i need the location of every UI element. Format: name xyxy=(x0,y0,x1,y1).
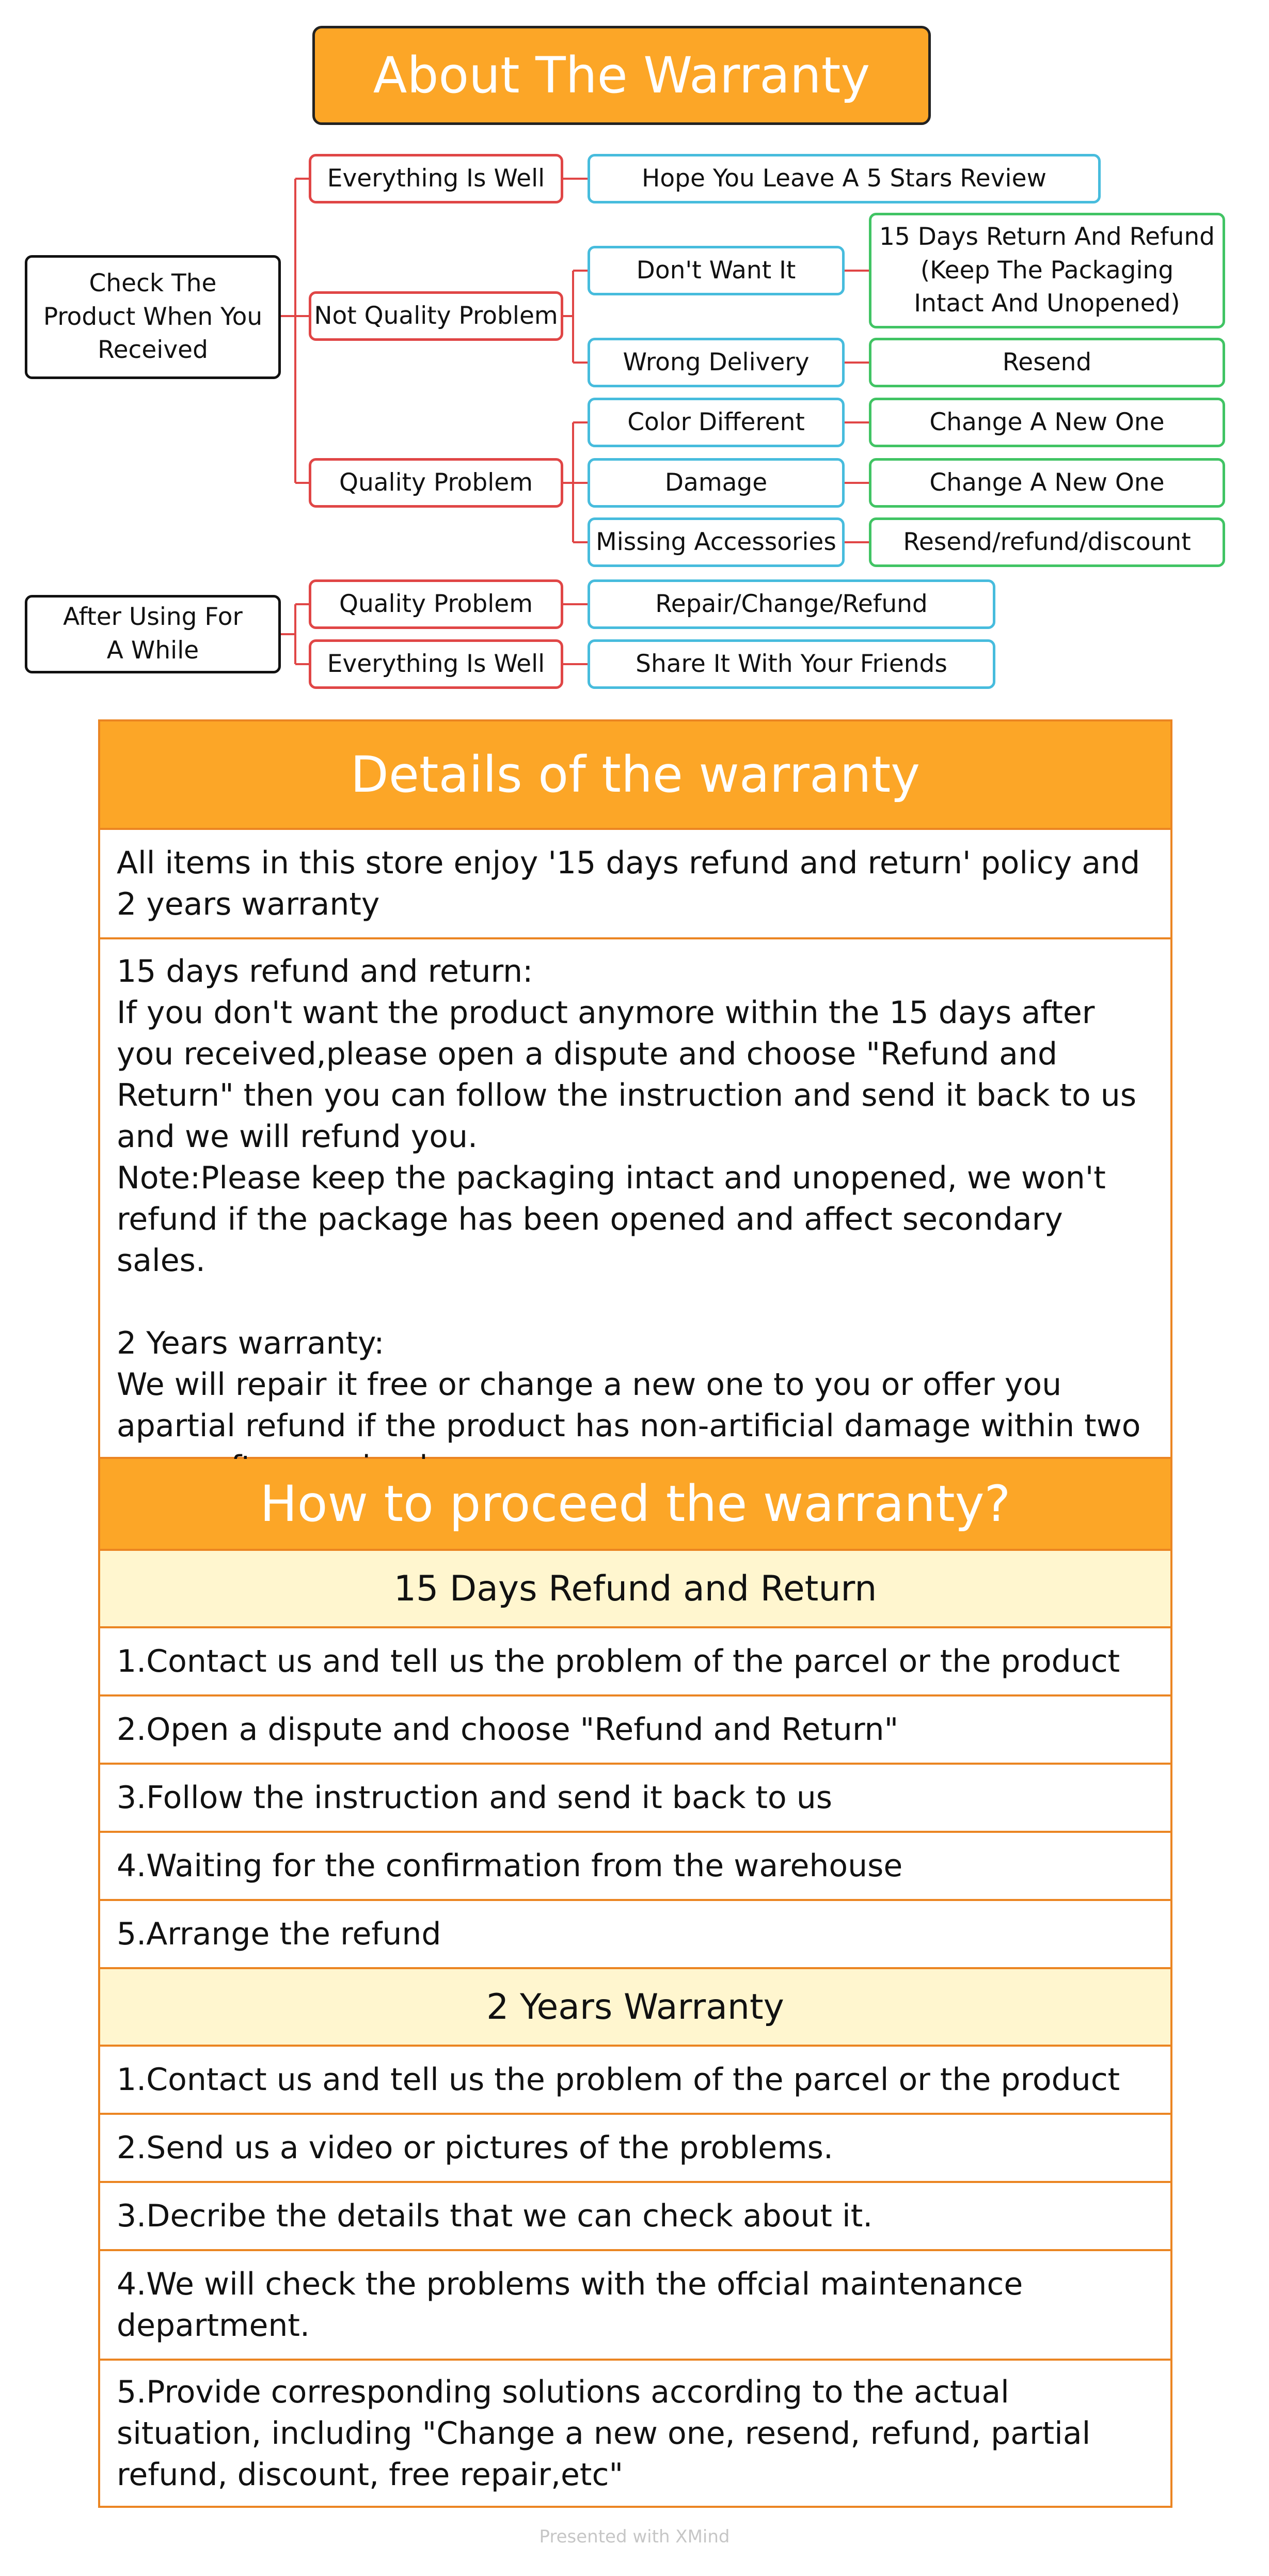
root-check-product: Check The Product When You Received xyxy=(25,255,281,379)
root-after-using: After Using For A While xyxy=(25,595,281,673)
node-quality-problem-2: Quality Problem xyxy=(309,579,563,629)
node-hope-review: Hope You Leave A 5 Stars Review xyxy=(588,154,1101,203)
refund-section-title: 15 Days Refund and Return xyxy=(100,1551,1170,1628)
warranty-step: 4.We will check the problems with the offcial maintenance department. xyxy=(100,2251,1170,2361)
details-body: 15 days refund and return: If you don't want the product anymore within the 15 days after you received,please open a dispute and choose "Refund and Return" then you can follow the instruction and send it back to us and we will refund you. Note:Please keep the packaging intact and unopened, we won't refund if the package has been opened and affect secondary sales. 2 Years warranty: We will repair it free or change a new one to you or offer you apartial refund if the product has non-artificial damage within two xyxy=(100,939,1170,1459)
warranty-step: 1.Contact us and tell us the problem of the parcel or the product xyxy=(100,2047,1170,2115)
refund-step: 1.Contact us and tell us the problem of the parcel or the product xyxy=(100,1628,1170,1697)
proceed-header: How to proceed the warranty? xyxy=(100,1459,1170,1551)
refund-step: 4.Waiting for the confirmation from the warehouse xyxy=(100,1833,1170,1901)
node-change-new-1: Change A New One xyxy=(869,398,1225,447)
node-damage: Damage xyxy=(588,458,845,508)
details-header: Details of the warranty xyxy=(100,721,1170,830)
details-intro: All items in this store enjoy '15 days refund and return' policy and 2 years warranty xyxy=(100,830,1170,939)
node-color-different: Color Different xyxy=(588,398,845,447)
node-change-new-2: Change A New One xyxy=(869,458,1225,508)
refund-step: 5.Arrange the refund xyxy=(100,1901,1170,1969)
page-title: About The Warranty xyxy=(312,26,931,125)
refund-step: 2.Open a dispute and choose "Refund and Return" xyxy=(100,1697,1170,1765)
node-dont-want-it: Don't Want It xyxy=(588,246,845,295)
node-everything-well-2: Everything Is Well xyxy=(309,639,563,689)
node-return-refund-15: 15 Days Return And Refund (Keep The Packaging Intact And Unopened) xyxy=(869,213,1225,328)
warranty-section-title: 2 Years Warranty xyxy=(100,1969,1170,2047)
warranty-table xyxy=(98,719,1172,2508)
node-quality-problem-1: Quality Problem xyxy=(309,458,563,508)
node-repair-change-refund: Repair/Change/Refund xyxy=(588,579,995,629)
footer-credit: Presented with XMind xyxy=(539,2526,730,2547)
warranty-step: 3.Decribe the details that we can check about it. xyxy=(100,2183,1170,2251)
node-wrong-delivery: Wrong Delivery xyxy=(588,338,845,387)
node-everything-well-1: Everything Is Well xyxy=(309,154,563,203)
node-share-friends: Share It With Your Friends xyxy=(588,639,995,689)
node-missing-accessories: Missing Accessories xyxy=(588,517,845,567)
node-not-quality-problem: Not Quality Problem xyxy=(309,291,563,341)
warranty-step: 2.Send us a video or pictures of the problems. xyxy=(100,2115,1170,2183)
warranty-step: 5.Provide corresponding solutions according to the actual situation, including "Change a new one, resend, refund, partial refund, discount, free repair,etc" xyxy=(117,2374,1091,2493)
refund-step: 3.Follow the instruction and send it back to us xyxy=(100,1765,1170,1833)
node-resend: Resend xyxy=(869,338,1225,387)
node-resend-refund-discount: Resend/refund/discount xyxy=(869,517,1225,567)
